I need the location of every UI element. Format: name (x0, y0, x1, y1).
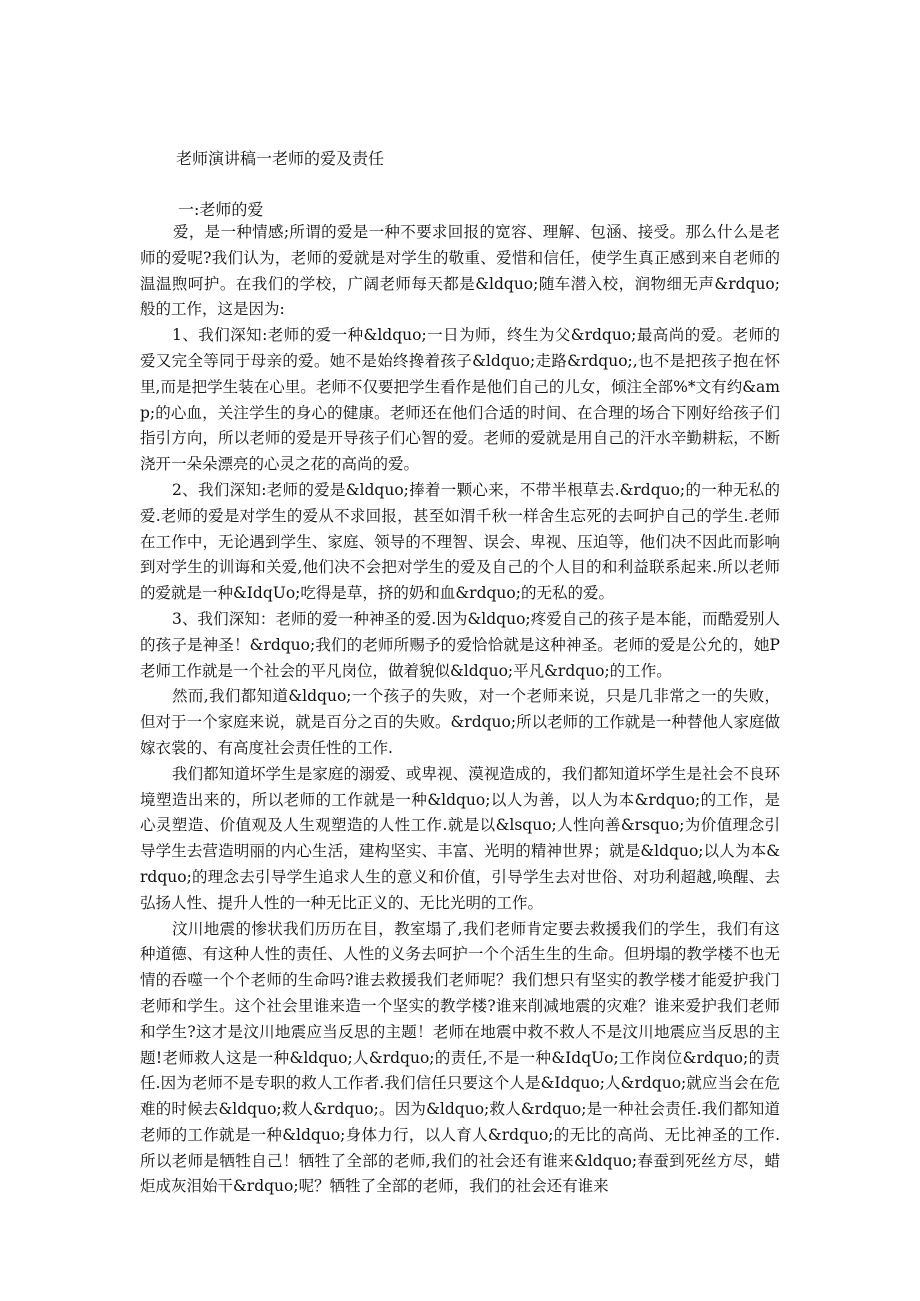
paragraph-point-2: 2、我们深知:老师的爱是&ldquo;捧着一颗心来，不带半根草去.&rdquo;的一种无私的爱.老师的爱是对学生的爱从不求回报，甚至如渭千秋一样舍生忘死的去呵护自己的学生.老师在工作中，无论遇到学生、家庭、领导的不理智、误会、卑视、压迫等，他们决不因此而影响到对学生的训诲和关爱,他们决不会把对学生的爱及自己的个人目的和利益联系起来.所以老师的爱就是一种&IdqUo;吃得是草，挤的奶和血&rdquo;的无私的爱。 (140, 480, 780, 603)
section-heading: 一:老师的爱 (178, 200, 264, 219)
paragraph-family-failure: 然而,我们都知道&ldquo;一个孩子的失败，对一个老师来说，只是几非常之一的失败，但对于一个家庭来说，就是百分之百的失败。&rdquo;所以老师的工作就是一种替他人家庭做嫁衣裳的、有高度社会责任性的工作. (140, 687, 780, 757)
document-title: 老师演讲稿一老师的爱及责任 (176, 149, 385, 168)
document-body (140, 220, 780, 1200)
paragraph-point-3: 3、我们深知：老师的爱一种神圣的爱.因为&ldquo;疼爱自己的孩子是本能，而酷爱别人的孩子是神圣！&rdquo;我们的老师所赐予的爱恰恰就是这种神圣。老师的爱是公允的，她P老师工作就是一个社会的平凡岗位，做着貌似&ldquo;平凡&rdquo;的工作。 (140, 609, 780, 680)
paragraph-intro: 爱，是一种情感;所谓的爱是一种不要求回报的宽容、理解、包涵、接受。那么什么是老师的爱呢?我们认为，老师的爱就是对学生的敬重、爱惜和信任，使学生真正感到来自老师的温温煦呵护。在我们的学校，广阔老师每天都是&ldquo;随车潜入校，润物细无声&rdquo;般的工作，这是因为: (140, 223, 780, 319)
paragraph-wenchuan-earthquake: 汶川地震的惨状我们历历在目，教室塌了,我们老师肯定要去救援我们的学生，我们有这种道德、有这种人性的责任、人性的义务去呵护一个个活生生的生命。但坍塌的教学楼不也无情的吞噬一个个老师的生命吗?谁去救援我们老师呢？我们想只有坚实的教学楼才能爱护我门老师和学生。这个社会里谁来造一个坚实的教学楼?谁来削减地震的灾难？谁来爱护我们老师和学生?这才是汶川地震应当反思的主题！老师在地震中救不救人不是汶川地震应当反思的主题!老师救人这是一种&ldquo;人&rdquo;的责任,不是一种&IdqUo;工作岗位&rdquo;的责任.因为老师不是专职的救人工作者.我们信任只要这个人是&Idquo;人&rdquo;就应当会在危难的时候去&ldquo;救人&rdquo;。因为&ldquo;救人&rdquo;是一种社会责任.我们都知道老师的工作就是一种&ldquo;身体力行，以人育人&rdquo;的无比的高尚、无比神圣的工作.所以老师是牺牲自己！牺牲了全部的老师,我们的社会还有谁来&ldquo;春蚕到死丝方尽，蜡炬成灰泪始干&rdquo;呢？牺牲了全部的老师，我们的社会还有谁来 (140, 919, 780, 1196)
paragraph-point-1: 1、我们深知:老师的爱一种&ldquo;一日为师，终生为父&rdquo;最高尚的爱。老师的爱又完全等同于母亲的爱。她不是始终搀着孩子&ldquo;走路&rdquo;,也不是把孩子抱在怀里,而是把学生装在心里。老师不仅要把学生看作是他们自己的儿女，倾注全部%*文有约&amp;的心血，关注学生的身心的健康。老师还在他们合适的时间、在合理的场合下刚好给孩子们指引方向，所以老师的爱是开导孩子们心智的爱。老师的爱就是用自己的汗水辛勤耕耘，不断浇开一朵朵漂亮的心灵之花的高尚的爱。 (140, 326, 780, 474)
paragraph-bad-students: 我们都知道坏学生是家庭的溺爱、或卑视、漠视造成的，我们都知道坏学生是社会不良环境塑造出来的，所以老师的工作就是一种&ldquo;以人为善，以人为本&rdquo;的工作，是心灵塑造、价值观及人生观塑造的人性工作.就是以&lsquo;人性向善&rsquo;为价值理念引导学生去营造明丽的内心生活，建构坚实、丰富、光明的精神世界；就是&ldquo;以人为本&rdquo;的理念去引导学生追求人生的意义和价值，引导学生去对世俗、对功利超越,唤醒、去弘扬人性、提升人性的一种无比正义的、无比光明的工作。 (140, 764, 780, 912)
